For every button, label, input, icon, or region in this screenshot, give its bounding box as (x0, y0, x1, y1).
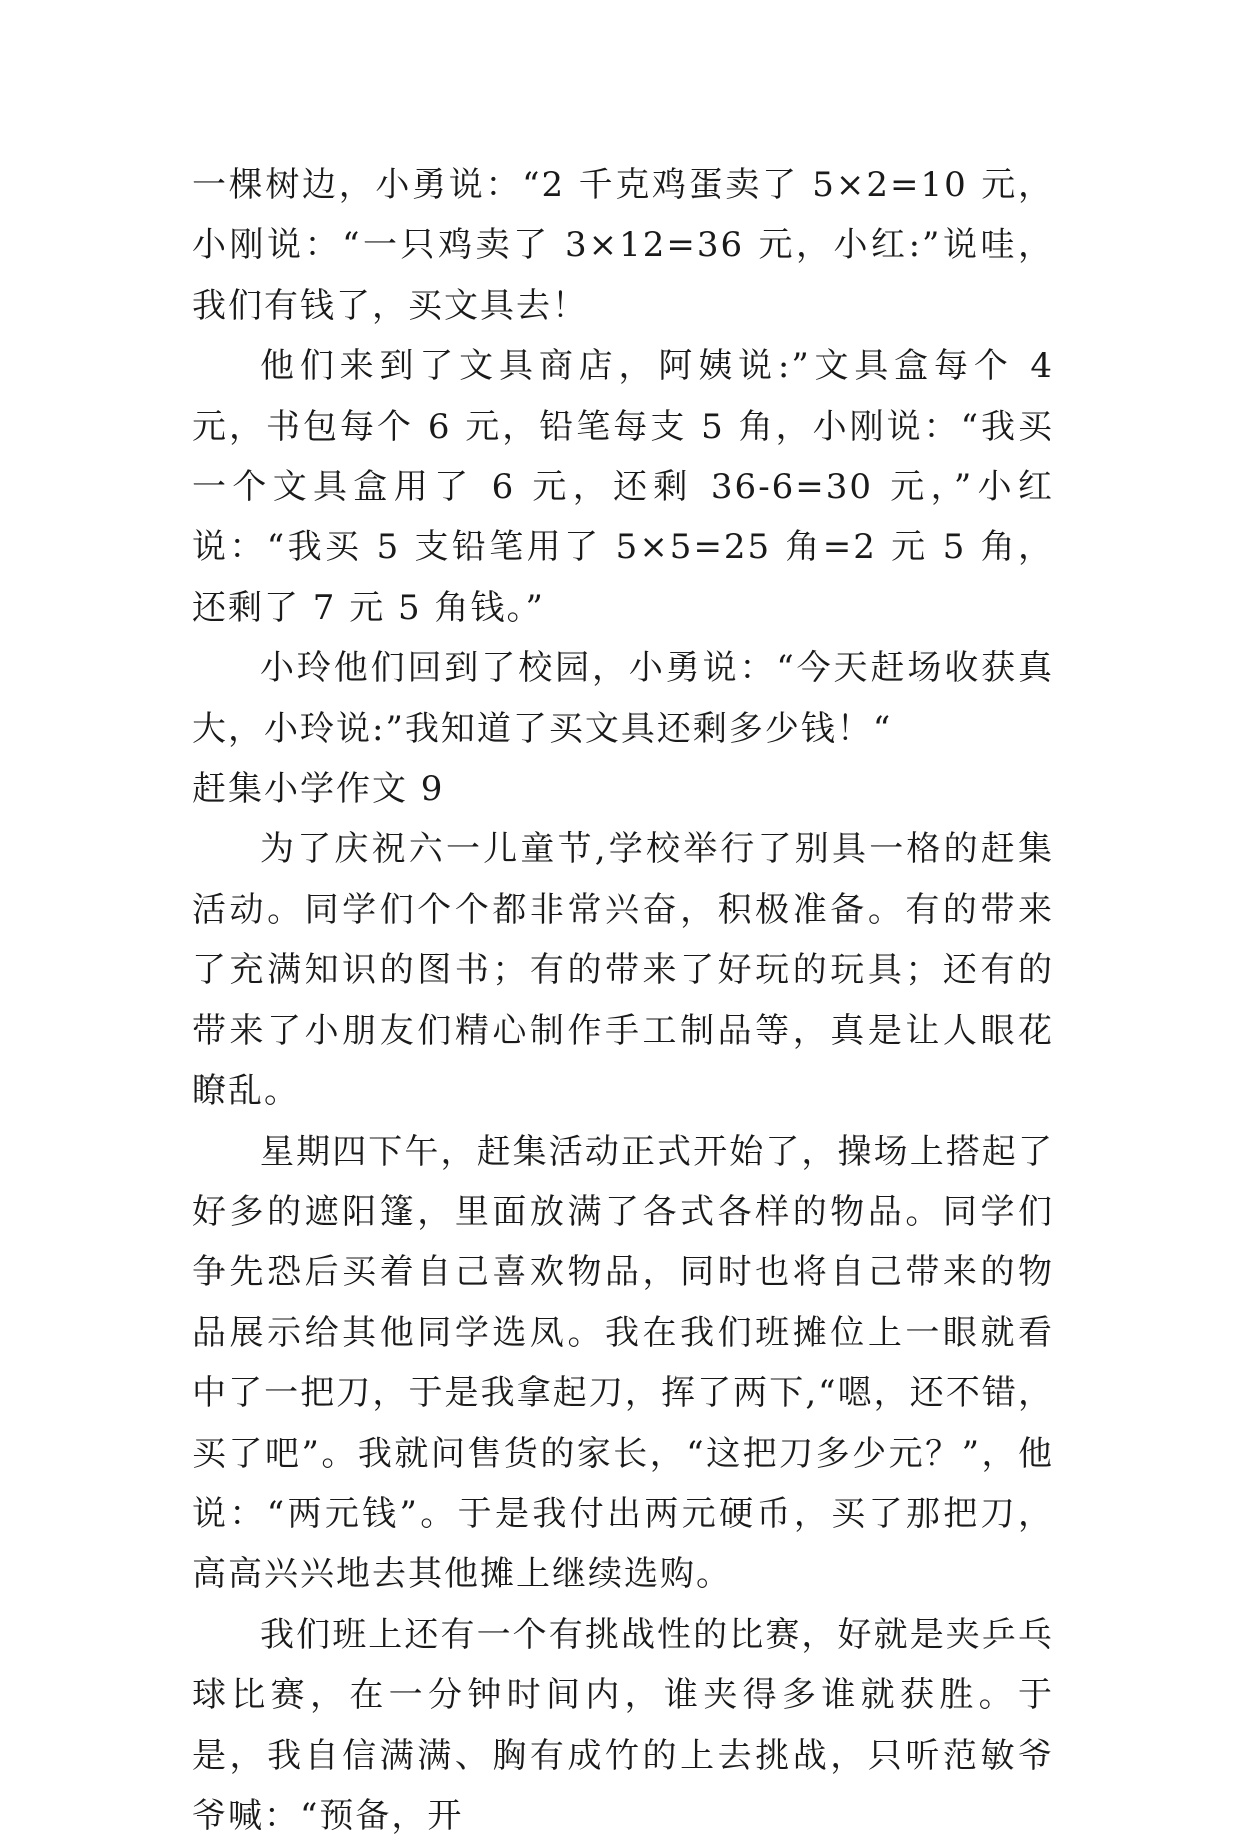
paragraph-2: 他们来到了文具商店，阿姨说:”文具盒每个 4 元，书包每个 6 元，铅笔每支 5 角，小刚说：“我买一个文具盒用了 6 元，还剩 36-6=30 元，”小红说：“我买 5 支铅笔用了 5×5=25 角=2 元 5 角，还剩了 7 元 5 角钱。” (192, 346, 1054, 628)
document-body (192, 155, 1054, 1846)
paragraph-3: 小玲他们回到了校园，小勇说：“今天赶场收获真大，小玲说:”我知道了买文具还剩多少钱！“ (192, 648, 1054, 749)
paragraph-5: 星期四下午，赶集活动正式开始了，操场上搭起了好多的遮阳篷，里面放满了各式各样的物品。同学们争先恐后买着自己喜欢物品，同时也将自己带来的物品展示给其他同学选凤。我在我们班摊位上一眼就看中了一把刀，于是我拿起刀，挥了两下,“嗯，还不错，买了吧”。我就问售货的家长，“这把刀多少元？”，他说：“两元钱”。于是我付出两元硬币，买了那把刀，高高兴兴地去其他摊上继续选购。 (192, 1131, 1054, 1595)
paragraph-1: 一棵树边，小勇说：“2 千克鸡蛋卖了 5×2=10 元，小刚说：“一只鸡卖了 3×12=36 元，小红:”说哇，我们有钱了，买文具去！ (192, 165, 1054, 326)
section-title: 赶集小学作文 9 (192, 769, 445, 810)
paragraph-4: 为了庆祝六一儿童节,学校举行了别具一格的赶集活动。同学们个个都非常兴奋，积极准备。有的带来了充满知识的图书；有的带来了好玩的玩具；还有的带来了小朋友们精心制作手工制品等，真是让人眼花瞭乱。 (192, 829, 1054, 1112)
paragraph-6: 我们班上还有一个有挑战性的比赛，好就是夹乒乓球比赛，在一分钟时间内，谁夹得多谁就获胜。于是，我自信满满、胸有成竹的上去挑战，只听范敏爷爷喊：“预备，开 (192, 1614, 1054, 1836)
